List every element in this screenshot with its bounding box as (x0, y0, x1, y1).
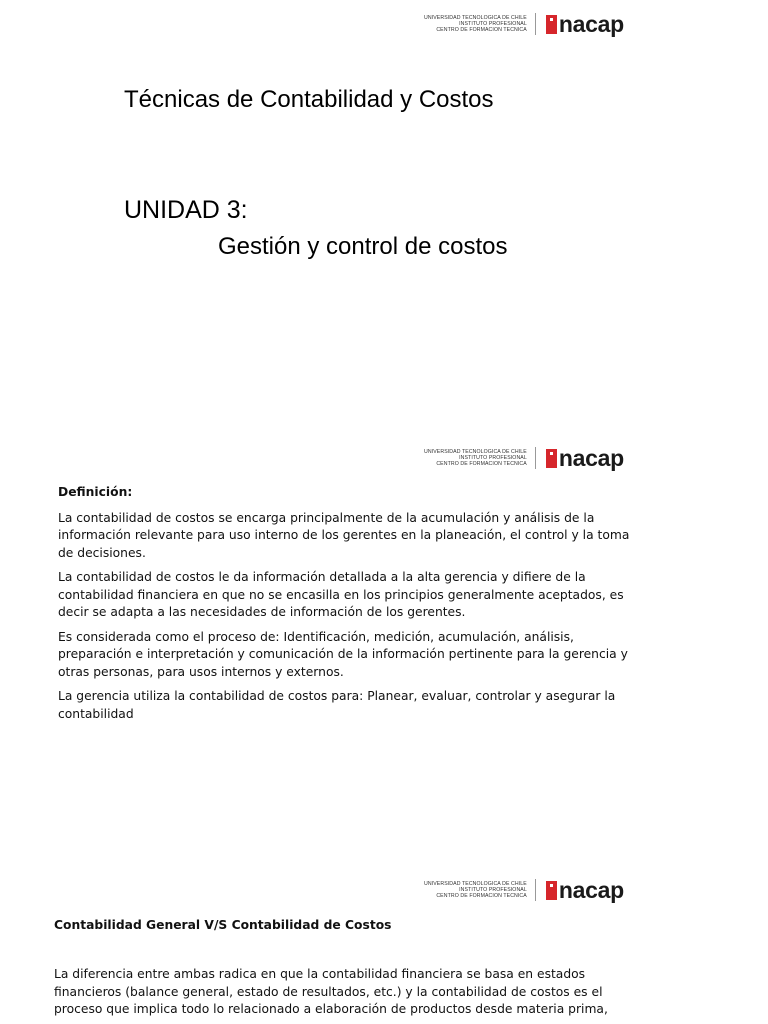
comparison-paragraph: La diferencia entre ambas radica en que la contabilidad financiera se basa en estados financieros (balance general, estado de resultados, etc.) y la contabilidad de costos es el proceso que implica todo lo relacionado a elaboración de productos desde materia prima, (54, 967, 608, 1016)
logo-wordmark: nacap (558, 876, 624, 903)
logo-divider (535, 447, 536, 469)
logo-subtitle (424, 449, 535, 467)
slide1-unit: UNIDAD 3: (124, 196, 248, 224)
logo-subline: CENTRO DE FORMACION TECNICA (436, 461, 527, 467)
logo-subline: INSTITUTO PROFESIONAL (459, 887, 527, 893)
definition-paragraph: La contabilidad de costos se encarga principalmente de la acumulación y análisis de la información relevante para uso interno de los gerentes en la planeación, el control y la toma de decisiones. (58, 510, 630, 560)
definition-paragraph: La gerencia utiliza la contabilidad de costos para: Planear, evaluar, controlar y asegurar la contabilidad (58, 689, 616, 721)
inacap-logo (424, 10, 624, 38)
logo-wordmark: nacap (558, 10, 624, 37)
inacap-logo (424, 876, 624, 904)
definition-section (58, 484, 648, 730)
logo-mark-icon (546, 449, 557, 468)
logo-wordmark: nacap (558, 444, 624, 471)
inacap-logo (424, 444, 624, 472)
logo-subtitle (424, 15, 535, 33)
logo-brand (546, 444, 624, 471)
logo-subline: CENTRO DE FORMACION TECNICA (436, 893, 527, 899)
logo-brand (546, 876, 624, 903)
logo-subline: INSTITUTO PROFESIONAL (459, 455, 527, 461)
logo-subtitle (424, 881, 535, 899)
logo-divider (535, 879, 536, 901)
logo-subline: UNIVERSIDAD TECNOLOGICA DE CHILE (424, 449, 527, 455)
definition-paragraph: La contabilidad de costos le da información detallada a la alta gerencia y difiere de la contabilidad financiera en que no se encasilla en los principios generalmente aceptados, es decir se adapta a las necesidades de información de los gerentes. (58, 570, 624, 619)
logo-subline: INSTITUTO PROFESIONAL (459, 21, 527, 27)
logo-mark-icon (546, 881, 557, 900)
definition-heading: Definición: (58, 485, 133, 499)
logo-subline: CENTRO DE FORMACION TECNICA (436, 27, 527, 33)
comparison-heading: Contabilidad General V/S Contabilidad de Costos (54, 918, 392, 932)
slide1-subtitle: Gestión y control de costos (218, 233, 508, 260)
logo-divider (535, 13, 536, 35)
slide1-title: Técnicas de Contabilidad y Costos (124, 86, 494, 113)
logo-subline: UNIVERSIDAD TECNOLOGICA DE CHILE (424, 881, 527, 887)
logo-mark-icon (546, 15, 557, 34)
logo-subline: UNIVERSIDAD TECNOLOGICA DE CHILE (424, 15, 527, 21)
definition-paragraph: Es considerada como el proceso de: Identificación, medición, acumulación, análisis, preparación e interpretación y comunicación de la información pertinente para la gerencia y otras personas, para usos internos y externos. (58, 629, 628, 679)
logo-brand (546, 10, 624, 37)
